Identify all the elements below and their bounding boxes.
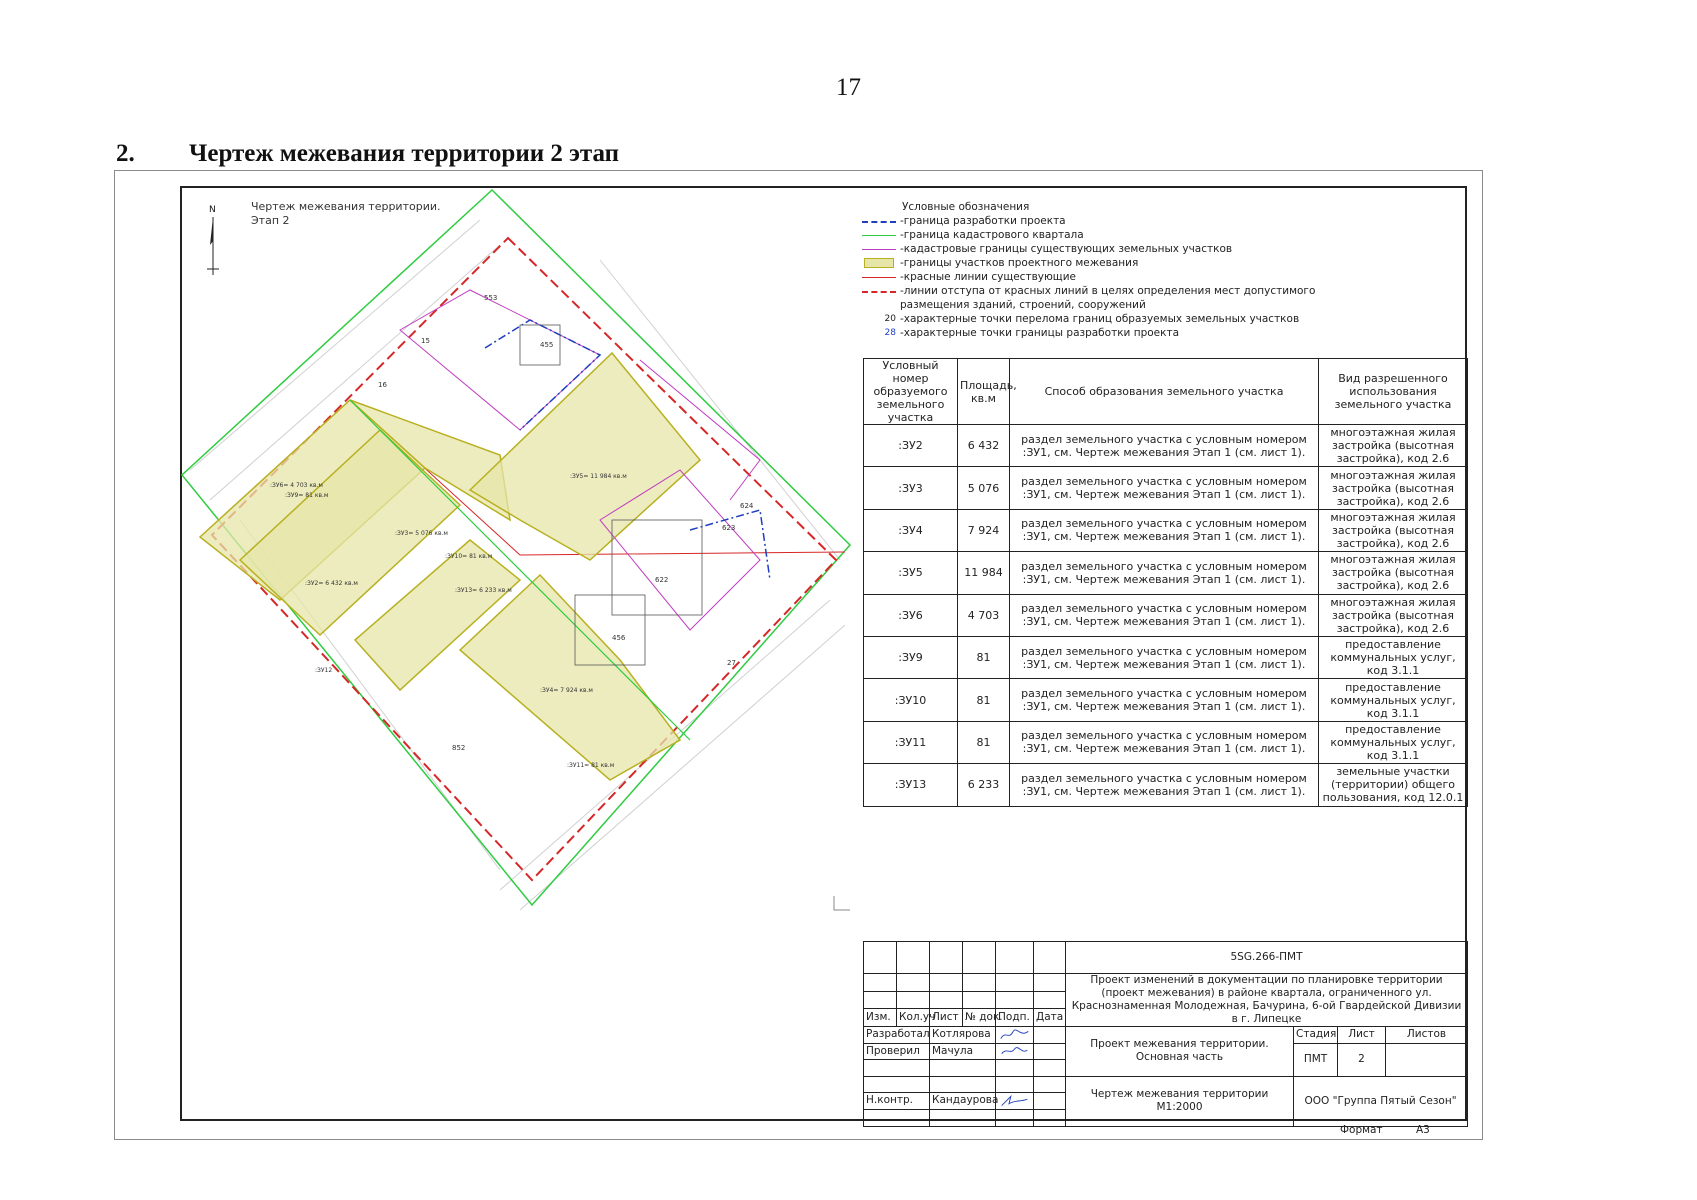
document-code: 5SG.266-ПМТ xyxy=(1066,942,1468,974)
plot-label: :ЗУ2= 6 432 кв.м xyxy=(305,580,358,587)
stamp-col-header: Лист xyxy=(930,1009,963,1027)
table-row: :ЗУ13 6 233 раздел земельного участка с условным номером :ЗУ1, см. Чертеж межевания Этап 1 (см. лист 1). земельные участки (территории) общего пользования, код 12.0.1 xyxy=(864,764,1468,806)
building-label: 622 xyxy=(655,576,669,584)
building-label: 15 xyxy=(421,337,430,345)
project-title: Проект изменений в документации по планировке территории (проект межевания) в районе квартала, ограниченного ул. Краснознаменная Молодежная, Бачурина, 6-ой Гвардейской Дивизии в г. Липецке xyxy=(1066,974,1468,1027)
table-row: :ЗУ9 81 раздел земельного участка с условным номером :ЗУ1, см. Чертеж межевания Этап 1 (см. лист 1). предоставление коммунальных услуг, код 3.1.1 xyxy=(864,636,1468,678)
norm-control-label: Н.контр. xyxy=(864,1093,930,1110)
map-legend xyxy=(862,200,1462,340)
sheet-label: Лист xyxy=(1338,1027,1386,1044)
legend-item: -кадастровые границы существующих земельных участков xyxy=(862,242,1462,256)
building-label: 27 xyxy=(727,659,736,667)
checked-name: Мачула xyxy=(930,1043,996,1060)
table-row: :ЗУ3 5 076 раздел земельного участка с условным номером :ЗУ1, см. Чертеж межевания Этап 1 (см. лист 1). многоэтажная жилая застройка (высотная застройка), код 2.6 xyxy=(864,467,1468,509)
north-label: N xyxy=(209,205,216,215)
legend-item: 20 -характерные точки перелома границ образуемых земельных участков xyxy=(862,312,1462,326)
plot-label: :ЗУ3= 5 076 кв.м xyxy=(395,530,448,537)
table-row: :ЗУ4 7 924 раздел земельного участка с условным номером :ЗУ1, см. Чертеж межевания Этап 1 (см. лист 1). многоэтажная жилая застройка (высотная застройка), код 2.6 xyxy=(864,509,1468,551)
company-name: ООО "Группа Пятый Сезон" xyxy=(1294,1076,1468,1126)
legend-item: 28 -характерные точки границы разработки проекта xyxy=(862,326,1462,340)
table-row: :ЗУ5 11 984 раздел земельного участка с условным номером :ЗУ1, см. Чертеж межевания Этап 1 (см. лист 1). многоэтажная жилая застройка (высотная застройка), код 2.6 xyxy=(864,552,1468,594)
table-row: :ЗУ6 4 703 раздел земельного участка с условным номером :ЗУ1, см. Чертеж межевания Этап 1 (см. лист 1). многоэтажная жилая застройка (высотная застройка), код 2.6 xyxy=(864,594,1468,636)
building-label: 456 xyxy=(612,634,626,642)
proposed-plots xyxy=(200,353,700,780)
legend-symbol-cadastral-quarter xyxy=(862,228,900,242)
table-header-row xyxy=(864,359,1468,425)
plot-label: :ЗУ4= 7 924 кв.м xyxy=(540,687,593,694)
stamp-col-header: Кол.уч xyxy=(897,1009,930,1027)
table-row: :ЗУ11 81 раздел земельного участка с условным номером :ЗУ1, см. Чертеж межевания Этап 1 (см. лист 1). предоставление коммунальных услуг, код 3.1.1 xyxy=(864,721,1468,763)
legend-symbol-plot-points: 20 xyxy=(884,314,896,324)
plot-zu5 xyxy=(470,353,700,560)
plot-label: :ЗУ5= 11 984 кв.м xyxy=(570,473,627,480)
plot-label: :ЗУ11= 81 кв.м xyxy=(567,762,615,769)
col-header-plot-id: Условный номер образуемого земельного участка xyxy=(864,359,958,425)
col-header-method: Способ образования земельного участка xyxy=(1010,359,1319,425)
stamp-col-header: Подп. xyxy=(996,1009,1034,1027)
sheet-value: 2 xyxy=(1338,1043,1386,1076)
section-number: 2. xyxy=(116,140,135,167)
sheets-label: Листов xyxy=(1386,1027,1468,1044)
legend-item: -граница кадастрового квартала xyxy=(862,228,1462,242)
sheets-value xyxy=(1386,1043,1468,1076)
plot-label: :ЗУ12 xyxy=(315,667,333,674)
checked-label: Проверил xyxy=(864,1043,930,1060)
page-number: 17 xyxy=(836,74,861,101)
legend-symbol-existing-plots xyxy=(862,242,900,256)
col-header-use: Вид разрешенного использования земельного участка xyxy=(1319,359,1468,425)
legend-item: -красные линии существующие xyxy=(862,270,1462,284)
table-row: :ЗУ10 81 раздел земельного участка с условным номером :ЗУ1, см. Чертеж межевания Этап 1 (см. лист 1). предоставление коммунальных услуг, код 3.1.1 xyxy=(864,679,1468,721)
legend-title: Условные обозначения xyxy=(902,201,1030,213)
plot-label: :ЗУ9= 81 кв.м xyxy=(285,492,329,499)
map-title: Чертеж межевания территории. Этап 2 xyxy=(251,200,441,227)
building-label: 553 xyxy=(484,294,498,302)
title-block xyxy=(863,941,1468,1127)
building-label: 852 xyxy=(452,744,466,752)
signature-checked xyxy=(996,1043,1034,1060)
stamp-col-header: Изм. xyxy=(864,1009,897,1027)
building-label: 16 xyxy=(378,381,387,389)
legend-symbol-setback xyxy=(862,284,900,298)
table-row: :ЗУ2 6 432 раздел земельного участка с условным номером :ЗУ1, см. Чертеж межевания Этап 1 (см. лист 1). многоэтажная жилая застройка (высотная застройка), код 2.6 xyxy=(864,425,1468,467)
plots-table xyxy=(863,358,1468,807)
developed-name: Котлярова xyxy=(930,1027,996,1044)
plot-label: :ЗУ6= 4 703 кв.м xyxy=(270,482,323,489)
drawing-title: Чертеж межевания территории М1:2000 xyxy=(1066,1076,1294,1126)
legend-item: -линии отступа от красных линий в целях определения мест допустимого размещения зданий, строений, сооружений xyxy=(862,284,1462,312)
developed-label: Разработал xyxy=(864,1027,930,1044)
building-label: 623 xyxy=(722,524,736,532)
signature-norm xyxy=(996,1093,1034,1110)
building-label: 455 xyxy=(540,341,554,349)
building-label: 624 xyxy=(740,502,754,510)
stamp-col-header: Дата xyxy=(1034,1009,1066,1027)
legend-symbol-red-lines xyxy=(862,270,900,284)
legend-item: -границы участков проектного межевания xyxy=(862,256,1462,270)
legend-item: -граница разработки проекта xyxy=(862,214,1462,228)
legend-symbol-project-points: 28 xyxy=(884,328,896,338)
plot-label: :ЗУ10= 81 кв.м xyxy=(445,553,493,560)
stage-value: ПМТ xyxy=(1294,1043,1338,1076)
norm-control-name: Кандаурова xyxy=(930,1093,996,1110)
part-title: Проект межевания территории. Основная часть xyxy=(1066,1027,1294,1077)
section-title: Чертеж межевания территории 2 этап xyxy=(189,140,620,167)
legend-symbol-proposed-plots xyxy=(862,256,900,270)
legend-symbol-project-border xyxy=(862,214,900,228)
north-arrow xyxy=(203,205,223,280)
stamp-col-header: № док. xyxy=(963,1009,996,1027)
stage-label: Стадия xyxy=(1294,1027,1338,1044)
col-header-area: Площадь, кв.м xyxy=(958,359,1010,425)
sheet-format: Формат А3 xyxy=(1340,1124,1430,1136)
plot-label: :ЗУ13= 6 233 кв.м xyxy=(455,587,512,594)
signature-developed xyxy=(996,1027,1034,1044)
